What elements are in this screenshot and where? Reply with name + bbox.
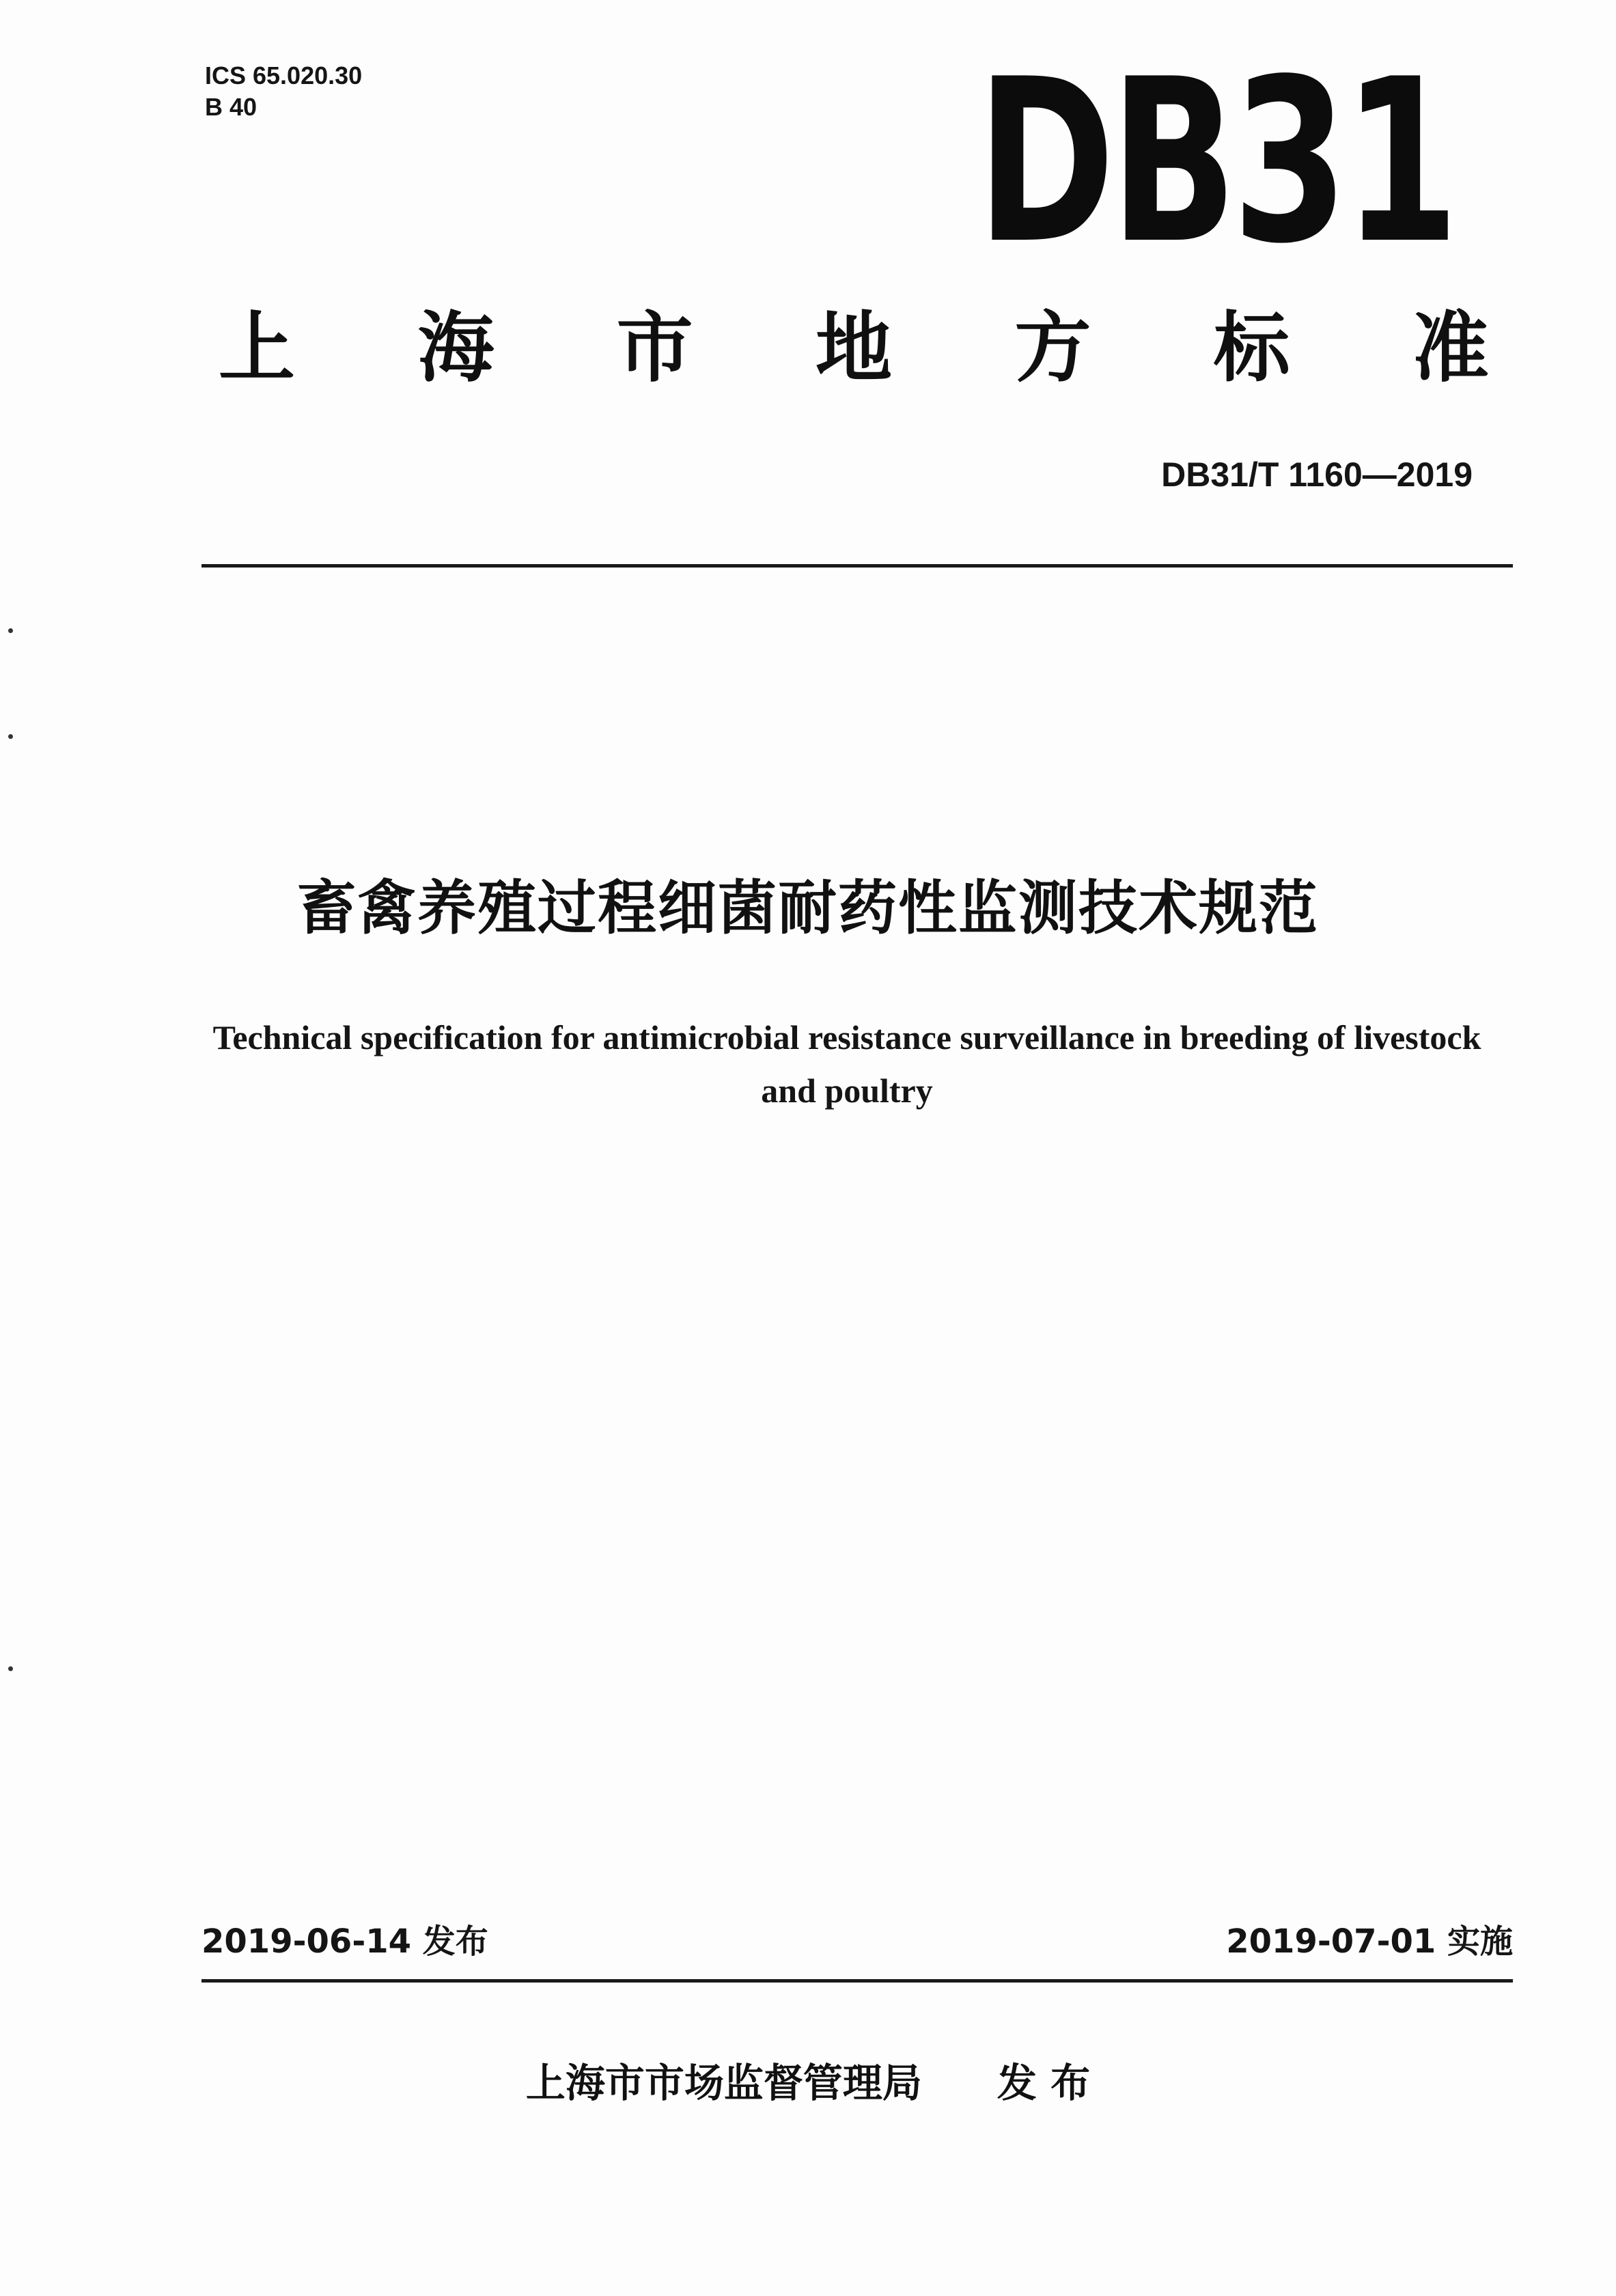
standard-type-char: 方 [1014, 304, 1091, 393]
title-english: Technical specification for antimicrobial resistance surveillance in breeding of livestock and poultry [212, 1018, 1481, 1110]
standard-type-char: 标 [1213, 304, 1290, 393]
publisher-name: 上海市市场监督管理局 [525, 2060, 922, 2106]
standard-type-heading [219, 300, 1489, 396]
ics-code: ICS 65.020.30 [205, 61, 363, 89]
standard-type-char: 准 [1412, 304, 1489, 393]
bottom-divider [201, 1979, 1513, 1983]
scan-speck [8, 628, 13, 633]
scan-speck [8, 1666, 13, 1671]
title-chinese: 畜禽养殖过程细菌耐药性监测技术规范 [297, 874, 1319, 942]
category-code: B 40 [205, 93, 257, 121]
classification-codes [205, 60, 362, 123]
db31-logo: DB31 [977, 31, 1455, 293]
publisher-action: 发 布 [997, 2060, 1091, 2106]
top-divider [201, 564, 1513, 568]
scan-speck [8, 734, 13, 739]
implement-date: 2019-07-01 实施 [1226, 1922, 1513, 1961]
publisher-line [0, 2056, 1616, 2110]
dates-row [201, 1918, 1513, 1965]
standard-type-char: 市 [616, 304, 693, 393]
standard-number: DB31/T 1160—2019 [1161, 456, 1473, 494]
standard-type-char: 上 [219, 304, 295, 393]
standard-type-char: 地 [815, 304, 892, 393]
standard-type-char: 海 [417, 304, 494, 393]
publish-date: 2019-06-14 发布 [201, 1922, 488, 1961]
